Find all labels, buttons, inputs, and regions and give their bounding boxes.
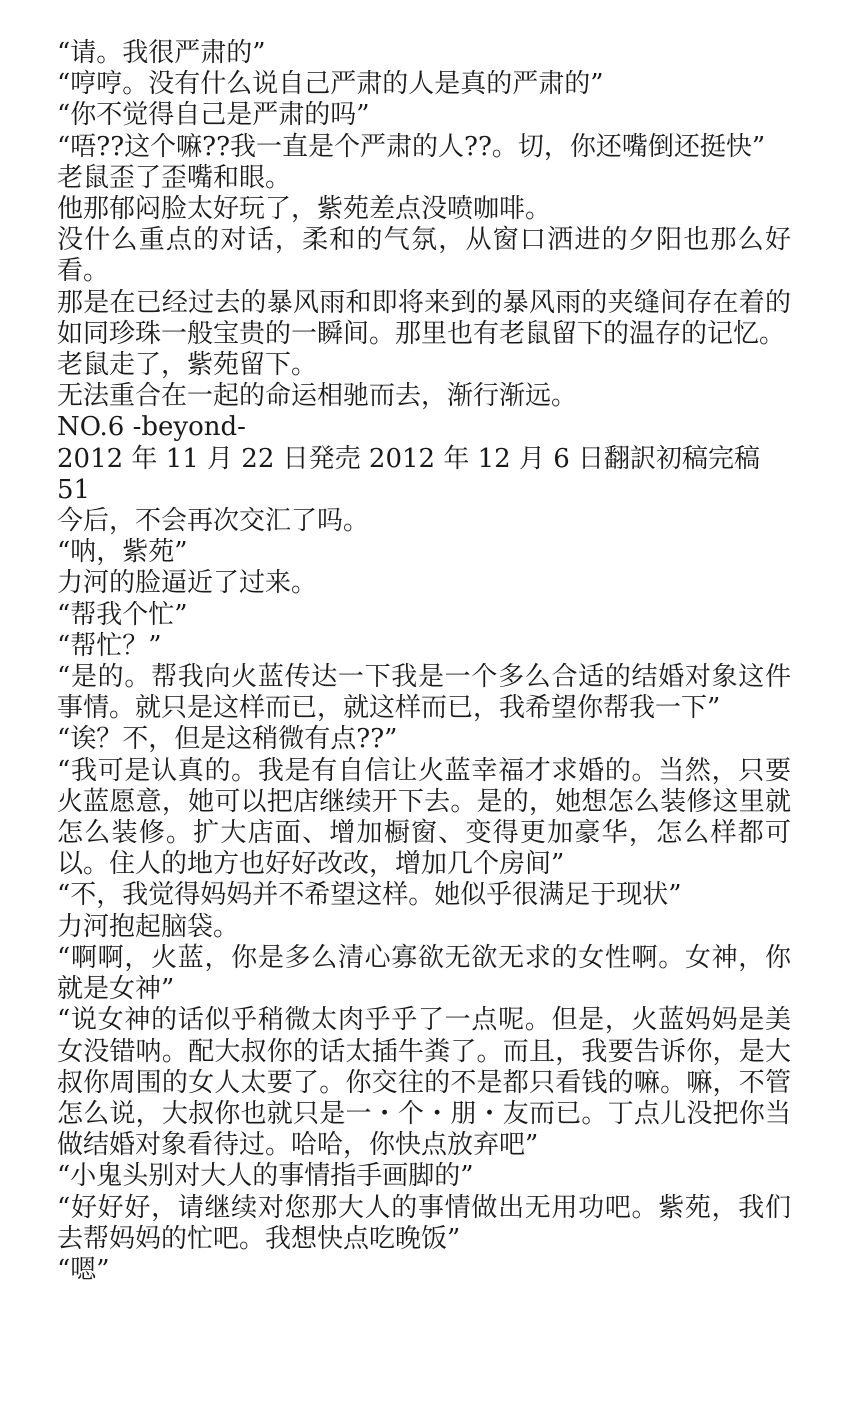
release-info: 2012 年 11 月 22 日発売 2012 年 12 月 6 日翻訳初稿完稿 (57, 443, 761, 474)
text-line: 老鼠走了，紫苑留下。 (57, 350, 318, 381)
text-line: “你不觉得自己是严肃的吗” (57, 100, 370, 131)
text-line: “唔??这个嘛??我一直是个严肃的人??。切，你还嘴倒还挺快” (57, 131, 766, 162)
text-line: 今后，不会再次交汇了吗。 (57, 506, 370, 537)
text-line: “嗯” (57, 1254, 110, 1285)
text-line: 力河的脸逼近了过来。 (57, 568, 318, 599)
text-line: 无法重合在一起的命运相驰而去，渐行渐远。 (57, 381, 578, 412)
text-line: 老鼠歪了歪嘴和眼。 (57, 162, 292, 193)
text-line: “帮我个忙” (57, 599, 188, 630)
text-line: “说女神的话似乎稍微太肉乎乎了一点呢。但是，火蓝妈妈是美女没错呐。配大叔你的话太插牛粪了。而且，我要告诉你，是大叔你周围的女人太要了。你交往的不是都只看钱的嘛。嘛，不管怎么说，大叔你也就只是一・个・朋・友而已。丁点儿没把你当做结婚对象看待过。哈哈，你快点放弃吧” (57, 1005, 791, 1161)
book-title: NO.6 -beyond- (57, 412, 246, 443)
text-line: “小鬼头别对大人的事情指手画脚的” (57, 1161, 474, 1192)
text-line: “我可是认真的。我是有自信让火蓝幸福才求婚的。当然，只要火蓝愿意，她可以把店继续开下去。是的，她想怎么装修这里就怎么装修。扩大店面、增加橱窗、变得更加豪华，怎么样都可以。住人的地方也好好改改，增加几个房间” (57, 755, 791, 880)
text-line: 那是在已经过去的暴风雨和即将来到的暴风雨的夹缝间存在着的如同珍珠一般宝贵的一瞬间。那里也有老鼠留下的温存的记忆。 (57, 287, 791, 349)
text-line: “呐，紫苑” (57, 537, 188, 568)
text-line: “是的。帮我向火蓝传达一下我是一个多么合适的结婚对象这件事情。就只是这样而已，就这样而已，我希望你帮我一下” (57, 662, 791, 724)
text-line: “哼哼。没有什么说自己严肃的人是真的严肃的” (57, 69, 604, 100)
text-line: “帮忙？” (57, 630, 162, 661)
page-number: 51 (57, 474, 91, 505)
text-line: “请。我很严肃的” (57, 38, 266, 68)
document-page (57, 38, 791, 1286)
text-line: “啊啊，火蓝，你是多么清心寡欲无欲无求的女性啊。女神，你就是女神” (57, 942, 791, 1005)
text-line: “不，我觉得妈妈并不希望这样。她似乎很满足于现状” (57, 880, 682, 911)
text-line: 力河抱起脑袋。 (57, 911, 240, 942)
text-line: 没什么重点的对话，柔和的气氛，从窗口洒进的夕阳也那么好看。 (57, 225, 791, 287)
text-line: “好好好，请继续对您那大人的事情做出无用功吧。紫苑，我们去帮妈妈的忙吧。我想快点吃晚饭” (57, 1192, 791, 1254)
text-line: 他那郁闷脸太好玩了，紫苑差点没喷咖啡。 (57, 194, 552, 225)
text-line: “诶？不，但是这稍微有点??” (57, 724, 398, 755)
